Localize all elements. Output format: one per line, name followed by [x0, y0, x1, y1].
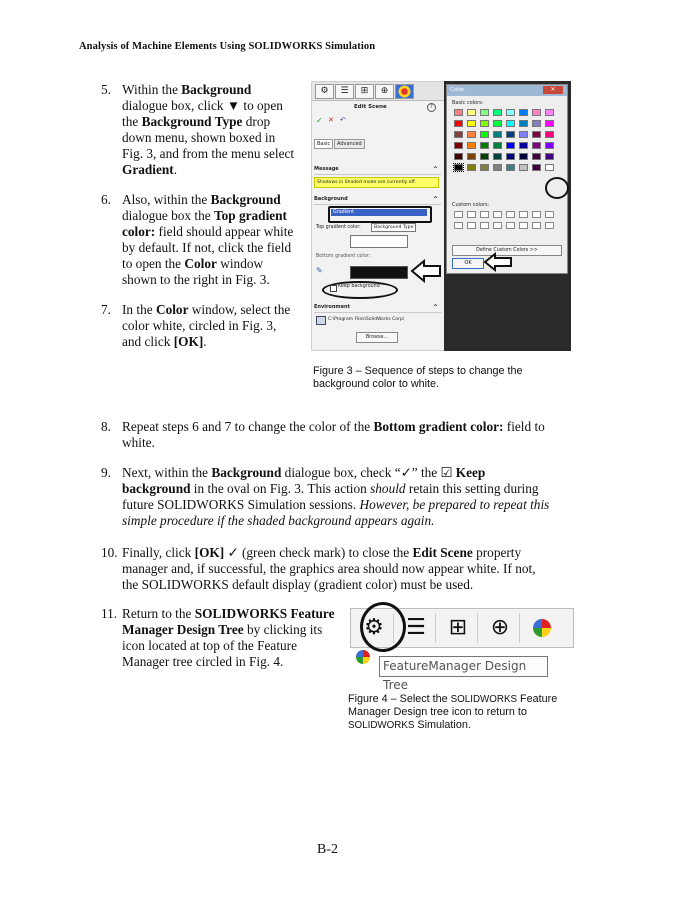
color-dialog — [446, 84, 568, 274]
color-swatch[interactable] — [454, 120, 463, 127]
custom-color-swatch[interactable] — [545, 222, 554, 229]
text: the — [122, 114, 142, 129]
property-manager-tab-icon[interactable]: ☰ — [335, 84, 354, 99]
environment-path: C:\Program Files\SolidWorks Corp\ — [328, 317, 405, 322]
text: field to — [503, 419, 545, 434]
color-swatch[interactable] — [493, 153, 502, 160]
collapse-icon[interactable]: ^ — [432, 196, 438, 203]
caption-text: SOLIDWORKS — [450, 694, 518, 705]
section-label: Background — [314, 196, 348, 202]
custom-color-swatch[interactable] — [532, 211, 541, 218]
bold-text: Edit Scene — [412, 545, 473, 560]
text: dialogue box, check “✓” the ☑ — [281, 465, 456, 480]
text: Repeat steps 6 and 7 to change the color of the — [122, 419, 374, 434]
text: property — [472, 545, 522, 560]
step-number: 11. — [101, 606, 118, 621]
bold-text: SOLIDWORKS Feature — [194, 606, 335, 621]
color-swatch[interactable] — [493, 120, 502, 127]
color-swatch[interactable] — [454, 153, 463, 160]
step-number: 6. — [101, 192, 111, 207]
color-dialog-screenshot — [444, 81, 571, 351]
background-section-header[interactable] — [314, 196, 441, 205]
step-number: 7. — [101, 302, 111, 317]
text: icon located at top of the Feature — [122, 638, 298, 653]
color-swatch[interactable] — [454, 109, 463, 116]
bottom-gradient-label: Bottom gradient color: — [316, 254, 371, 259]
color-swatch[interactable] — [506, 120, 515, 127]
pointer-arrow-icon — [410, 259, 442, 283]
text: drop — [242, 114, 271, 129]
edit-scene-panel — [311, 81, 445, 351]
text: Also, within the — [122, 192, 211, 207]
text: Next, within the — [122, 465, 212, 480]
custom-color-swatch[interactable] — [519, 211, 528, 218]
display-manager-tab-icon[interactable] — [395, 84, 414, 99]
color-swatch[interactable] — [532, 164, 541, 171]
step-7 — [101, 302, 306, 352]
dimxpert-tab-icon[interactable]: ⊕ — [375, 84, 394, 99]
custom-color-swatch[interactable] — [532, 222, 541, 229]
text: future SOLIDWORKS Simulation sessions. — [122, 497, 360, 512]
step-9 — [101, 465, 581, 531]
configuration-manager-tab-icon[interactable]: ⊞ — [355, 84, 374, 99]
color-swatch[interactable] — [506, 153, 515, 160]
caption-line: Figure 3 – Sequence of steps to change the — [313, 365, 523, 377]
ok-check-icon[interactable]: ✓ — [316, 116, 323, 125]
text: by default. If not, click the field — [122, 240, 292, 255]
bold-text: [OK] — [194, 545, 225, 560]
top-gradient-label: Top gradient color: — [316, 225, 361, 230]
color-swatch[interactable] — [493, 131, 502, 138]
step-number: 8. — [101, 419, 111, 434]
color-swatch[interactable] — [467, 142, 476, 149]
text: to open — [240, 98, 283, 113]
bold-text: Background — [210, 192, 281, 207]
text: and click — [122, 334, 174, 349]
custom-color-swatch[interactable] — [467, 211, 476, 218]
caption-text: Figure 4 – Select the — [348, 693, 451, 705]
panel-title: Edit Scene — [354, 104, 387, 110]
color-swatch[interactable] — [519, 131, 528, 138]
color-swatch[interactable] — [506, 131, 515, 138]
text: ✓ (green check mark) to close the — [224, 545, 413, 560]
bold-text: Manager Design Tree — [122, 622, 244, 637]
step-10 — [101, 545, 581, 595]
text: dialogue box, click — [122, 98, 227, 113]
color-swatch[interactable] — [493, 142, 502, 149]
text: shown to the right in Fig. 3. — [122, 272, 270, 287]
environment-image-icon — [316, 316, 326, 325]
italic-text: However, be prepared to repeat this — [359, 497, 550, 512]
color-swatch[interactable] — [480, 142, 489, 149]
color-swatch[interactable] — [467, 164, 476, 171]
step-11 — [101, 606, 346, 672]
bold-text: [OK] — [173, 334, 204, 349]
color-swatch[interactable] — [545, 131, 554, 138]
color-swatch[interactable] — [480, 109, 489, 116]
collapse-icon[interactable]: ^ — [432, 166, 438, 173]
custom-color-swatch[interactable] — [454, 211, 463, 218]
color-swatch[interactable] — [467, 153, 476, 160]
custom-colors-label: Custom colors: — [452, 202, 490, 208]
step-number: 9. — [101, 465, 111, 480]
bold-text: Gradient — [122, 162, 174, 177]
text: color white, circled in Fig. 3, — [122, 318, 277, 333]
custom-color-swatch[interactable] — [545, 211, 554, 218]
feature-manager-toolbar-screenshot — [350, 608, 572, 692]
section-label: Environment — [314, 304, 350, 310]
color-swatch[interactable] — [519, 153, 528, 160]
italic-text: should — [370, 481, 406, 496]
text: . — [173, 162, 178, 177]
text: In the — [122, 302, 156, 317]
custom-color-swatch[interactable] — [493, 222, 502, 229]
bold-text: Background Type — [141, 114, 243, 129]
color-swatch[interactable] — [519, 120, 528, 127]
text: retain this setting during — [405, 481, 539, 496]
bold-text: Color — [184, 256, 217, 271]
color-swatch[interactable] — [532, 109, 541, 116]
step-number: 10. — [101, 545, 118, 560]
bold-text: Bottom gradient color: — [373, 419, 504, 434]
close-icon[interactable]: ✕ — [543, 86, 563, 94]
color-swatch[interactable] — [532, 120, 541, 127]
color-swatch[interactable] — [480, 131, 489, 138]
tab-basic[interactable]: Basic — [314, 139, 333, 149]
help-icon[interactable]: ? — [427, 103, 436, 112]
text: manager and, if successful, the graphics area should now appear white. If not, — [122, 561, 536, 576]
section-label: Message — [314, 166, 339, 172]
figure-4-caption — [348, 693, 557, 733]
bold-text: Color — [155, 302, 189, 317]
bold-text: Background — [211, 465, 282, 480]
text: Within the — [122, 82, 182, 97]
keep-background-checkbox[interactable] — [330, 285, 337, 292]
color-swatch[interactable] — [493, 164, 502, 171]
dimxpert-manager-icon[interactable]: ⊕ — [481, 613, 520, 643]
background-type-tooltip: Background Type — [371, 223, 416, 232]
custom-color-swatch[interactable] — [454, 222, 463, 229]
color-swatch[interactable] — [480, 164, 489, 171]
ok-button[interactable]: OK — [452, 258, 484, 269]
custom-color-swatch[interactable] — [506, 222, 515, 229]
caption-text: Simulation. — [414, 719, 471, 732]
bold-text: Background — [181, 82, 252, 97]
basic-colors-label: Basic colors: — [452, 100, 484, 106]
color-dialog-title: Color — [450, 87, 465, 93]
text: white. — [122, 435, 155, 450]
white-swatch-circle — [545, 177, 569, 199]
color-dialog-titlebar — [447, 85, 567, 96]
feature-manager-design-tree-icon[interactable]: ⚙ — [355, 613, 394, 643]
feature-manager-icon-circle — [360, 602, 406, 652]
cancel-x-icon[interactable]: ✕ — [328, 116, 334, 124]
define-custom-colors-button[interactable]: Define Custom Colors >> — [452, 245, 562, 256]
caption-text: Feature — [517, 693, 558, 705]
page-number: B-2 — [317, 842, 338, 857]
property-manager-icon[interactable]: ☰ — [397, 613, 436, 643]
text: Fig. 3, and from the menu select — [122, 146, 295, 161]
text: to open the — [122, 256, 185, 271]
text: the SOLIDWORKS default display (gradient color) must be used. — [122, 577, 474, 592]
color-swatch[interactable] — [480, 120, 489, 127]
color-swatch[interactable] — [467, 120, 476, 127]
display-manager-icon[interactable] — [523, 613, 561, 643]
caption-line: Manager Design tree icon to return to — [348, 706, 527, 719]
keep-background-label: Keep background — [338, 284, 380, 289]
color-swatch[interactable] — [519, 142, 528, 149]
text: Manager tree circled in Fig. 4. — [122, 654, 284, 669]
property-manager-tabs — [312, 82, 444, 101]
text: window — [216, 256, 264, 271]
feature-manager-tab-icon[interactable]: ⚙ — [315, 84, 334, 99]
step-5 — [101, 82, 306, 182]
color-swatch[interactable] — [519, 109, 528, 116]
color-swatch[interactable] — [532, 153, 541, 160]
caption-text: SOLIDWORKS — [348, 720, 415, 732]
custom-color-swatch[interactable] — [480, 222, 489, 229]
figure-3-caption — [313, 365, 523, 391]
custom-color-swatch[interactable] — [493, 211, 502, 218]
color-swatch[interactable] — [545, 142, 554, 149]
message-section-header[interactable] — [314, 166, 441, 175]
bold-text: background — [122, 481, 191, 496]
running-header: Analysis of Machine Elements Using SOLIDWORKS Simulation — [79, 41, 376, 52]
italic-text: simple procedure if the shaded background appears again. — [122, 513, 435, 528]
text: down menu, shown boxed in — [122, 130, 276, 145]
color-swatch[interactable] — [532, 131, 541, 138]
background-type-select[interactable]: Gradient — [331, 209, 427, 216]
color-swatch[interactable] — [480, 153, 489, 160]
text: in the oval on Fig. 3. This action — [190, 481, 371, 496]
color-swatch[interactable] — [493, 109, 502, 116]
text: Return to the — [122, 606, 195, 621]
text: . — [203, 334, 207, 349]
color-swatch[interactable] — [506, 164, 515, 171]
color-swatch[interactable] — [506, 142, 515, 149]
color-swatch[interactable] — [545, 153, 554, 160]
custom-color-swatch[interactable] — [467, 222, 476, 229]
color-swatch[interactable] — [467, 131, 476, 138]
top-gradient-color-field[interactable] — [350, 235, 408, 248]
appearance-icon — [356, 650, 370, 664]
color-swatch[interactable] — [545, 164, 554, 171]
color-swatch[interactable] — [454, 131, 463, 138]
color-swatch[interactable] — [454, 142, 463, 149]
configuration-manager-icon[interactable]: ⊞ — [439, 613, 478, 643]
text: window, select the — [188, 302, 291, 317]
color-swatch[interactable] — [545, 120, 554, 127]
browse-button[interactable]: Browse... — [356, 332, 398, 343]
text: by clicking its — [243, 622, 323, 637]
custom-color-swatch[interactable] — [480, 211, 489, 218]
color-swatch[interactable] — [506, 109, 515, 116]
undo-icon[interactable]: ↶ — [340, 116, 346, 124]
collapse-icon[interactable]: ^ — [432, 304, 438, 311]
eyedropper-icon[interactable]: ✎ — [316, 266, 323, 275]
text: dialogue box the — [122, 208, 214, 223]
text: Finally, click — [122, 545, 195, 560]
tab-advanced[interactable]: Advanced — [334, 139, 365, 149]
bold-text: color: — [122, 224, 156, 239]
color-swatch[interactable] — [532, 142, 541, 149]
message-text: Shadows in Shaded mode are currently off. — [314, 177, 439, 188]
text: field should appear white — [155, 224, 294, 239]
step-number: 5. — [101, 82, 111, 97]
color-swatch[interactable] — [519, 164, 528, 171]
down-arrow-icon: ▼ — [226, 98, 241, 113]
step-6 — [101, 192, 306, 292]
color-swatch[interactable] — [545, 109, 554, 116]
bold-text: Top gradient — [213, 208, 287, 223]
caption-line: background color to white. — [313, 378, 440, 391]
custom-color-swatch[interactable] — [519, 222, 528, 229]
custom-color-swatch[interactable] — [506, 211, 515, 218]
color-swatch[interactable] — [454, 164, 463, 171]
bold-text: Keep — [455, 465, 486, 480]
pointer-arrow-icon — [483, 252, 513, 272]
environment-section-header[interactable] — [314, 304, 441, 313]
color-swatch[interactable] — [467, 109, 476, 116]
bottom-gradient-color-field[interactable] — [350, 266, 408, 279]
step-8 — [101, 419, 581, 453]
feature-manager-tooltip: FeatureManager Design Tree — [379, 656, 548, 677]
